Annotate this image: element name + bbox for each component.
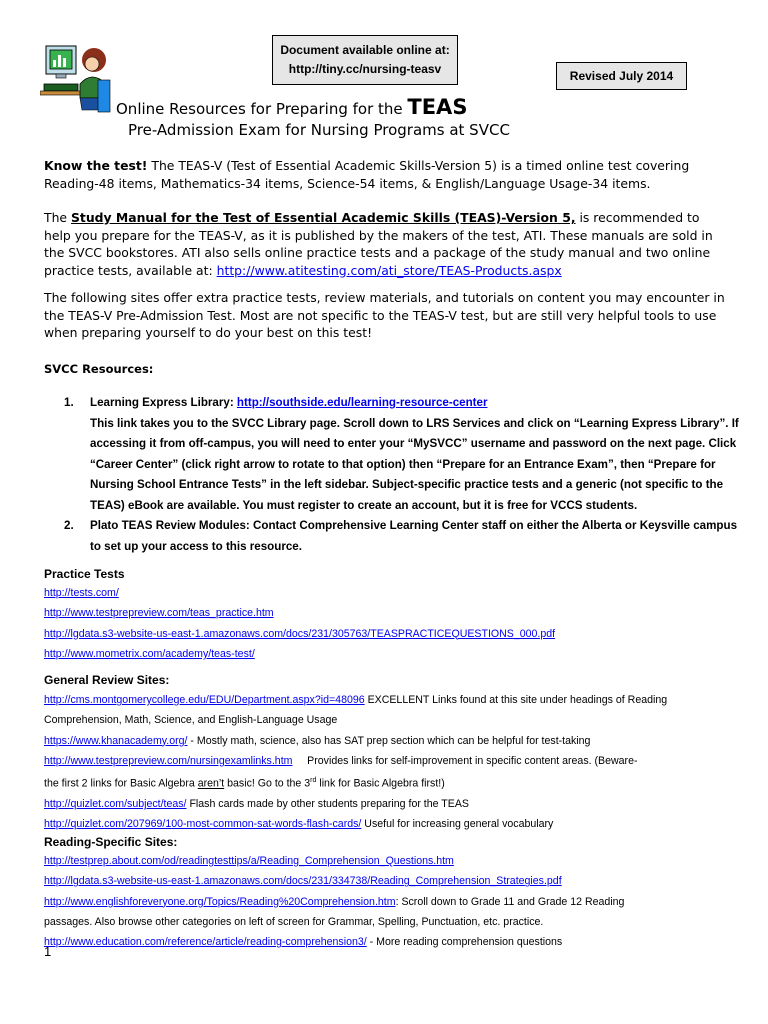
general-review-heading: General Review Sites: — [44, 673, 170, 687]
list-item-text: Plato TEAS Review Modules: Contact Comprehensive Learning Center staff on either the Alberta or Keysville campus to set up your access to this resource. — [90, 519, 738, 553]
know-the-test-label: Know the test! — [44, 158, 148, 173]
general-review-list — [44, 690, 744, 835]
student-computer-clipart — [40, 40, 116, 114]
montgomery-link[interactable]: http://cms.montgomerycollege.edu/EDU/Department.aspx?id=48096 — [44, 694, 365, 706]
englishforeveryone-desc: : Scroll down to Grade 11 and Grade 12 Reading — [395, 895, 625, 908]
page-title-teas: TEAS — [407, 95, 468, 119]
revised-date-box — [556, 62, 687, 90]
study-manual-text: is recommended to help you prepare for the TEAS-V, as it is published by the makers of the test, ATI. These manuals are sold in the SVCC bookstores. ATI also sells online practice tests and a package of the study manual and two online practice tests, available at: — [44, 210, 713, 278]
svcc-resources-heading: SVCC Resources: — [44, 362, 154, 376]
montgomery-desc-cont: Comprehension, Math, Science, and English-Language Usage — [44, 714, 338, 727]
list-item-label: Learning Express Library: — [90, 396, 237, 409]
practice-tests-heading: Practice Tests — [44, 567, 125, 581]
education-com-desc: - More reading comprehension questions — [366, 936, 563, 949]
reading-questions-link[interactable]: http://testprep.about.com/od/readingtesttips/a/Reading_Comprehension_Questions.htm — [44, 855, 454, 867]
reading-strategies-link[interactable]: http://lgdata.s3-website-us-east-1.amazonaws.com/docs/231/334738/Reading_Comprehension_Strategies.pdf — [44, 875, 562, 888]
practice-link[interactable]: http://tests.com/ — [44, 587, 119, 599]
englishforeveryone-link[interactable]: http://www.englishforeveryone.org/Topics/Reading%20Comprehension.htm — [44, 895, 396, 908]
khanacademy-link[interactable]: https://www.khanacademy.org/ — [44, 734, 188, 747]
page-title-prefix: Online Resources for Preparing for the — [116, 100, 408, 118]
page-title — [116, 95, 467, 119]
learning-resource-center-link[interactable]: http://southside.edu/learning-resource-center — [236, 396, 488, 409]
list-item-text: This link takes you to the SVCC Library page. Scroll down to LRS Services and click on “Learning Express Library”. If accessing it from off-campus, you will need to enter your “MySVCC” username and password on the next page. Click “Career Center” (click right arrow to rotate to that option) then “Prepare for an Entrance Exam”, then “Prepare for Nursing School Entrance Tests” in the left sidebar. Subject-specific practice tests and a generic (not specific to the TEAS) eBook are available. You must register to create an account, but it is free for VCCS students. — [90, 416, 739, 512]
list-item — [64, 516, 744, 557]
practice-link[interactable]: http://www.mometrix.com/academy/teas-test/ — [44, 647, 255, 660]
study-manual-title: Study Manual for the Test of Essential Academic Skills (TEAS)-Version 5, — [70, 210, 576, 225]
nursingexamlinks-desc: Provides links for self-improvement in specific content areas. (Beware- — [292, 754, 638, 767]
quizlet-teas-link[interactable]: http://quizlet.com/subject/teas/ — [44, 798, 187, 811]
practice-tests-list — [44, 583, 744, 664]
practice-link[interactable]: http://lgdata.s3-website-us-east-1.amazonaws.com/docs/231/305763/TEASPRACTICEQUESTIONS_000.pdf — [44, 627, 556, 640]
algebra-note-sup: rd — [310, 777, 317, 785]
study-manual-pre: The — [44, 210, 71, 225]
online-availability-box — [272, 35, 458, 85]
nursingexamlinks-link[interactable]: http://www.testprepreview.com/nursingexamlinks.htm — [44, 754, 293, 767]
englishforeveryone-desc-cont: passages. Also browse other categories on left of screen for Grammar, Spelling, Punctuation, etc. practice. — [44, 915, 544, 928]
montgomery-desc: EXCELLENT Links found at this site under headings of Reading — [364, 694, 668, 706]
algebra-note-a: the first 2 links for Basic Algebra — [44, 777, 198, 790]
ati-store-link[interactable]: http://www.atitesting.com/ati_store/TEAS-Products.aspx — [216, 262, 562, 278]
algebra-note-b: basic! Go to the 3 — [224, 777, 311, 790]
extra-sites-paragraph: The following sites offer extra practice tests, review materials, and tutorials on content you may encounter in the TEAS-V Pre-Admission Test. Most are not specific to the TEAS-V test, but are still very helpful tools to use when preparing yourself to do your best on this test! — [44, 290, 725, 341]
online-availability-url[interactable]: http://tiny.cc/nursing-teasv — [288, 62, 442, 76]
know-the-test-text: The TEAS-V (Test of Essential Academic Skills-Version 5) is a timed online test covering Reading-48 items, Mathematics-34 items, Science-54 items, & English/Language Usage-34 items. — [44, 158, 690, 191]
quizlet-teas-desc: Flash cards made by other students preparing for the TEAS — [186, 798, 469, 811]
quizlet-sat-words-desc: Useful for increasing general vocabulary — [361, 818, 554, 831]
algebra-note-c: link for Basic Algebra first!) — [316, 777, 445, 790]
know-the-test-paragraph — [44, 157, 730, 192]
practice-link[interactable]: http://www.testprepreview.com/teas_practice.htm — [44, 607, 274, 620]
reading-specific-heading: Reading-Specific Sites: — [44, 835, 178, 849]
algebra-note-arent: aren’t — [197, 777, 225, 790]
online-availability-label: Document available online at: — [280, 43, 450, 57]
education-com-link[interactable]: http://www.education.com/reference/article/reading-comprehension3/ — [44, 936, 367, 949]
study-manual-paragraph — [44, 209, 730, 279]
page-number: 1 — [44, 944, 52, 959]
list-item-number: 2. — [64, 519, 74, 532]
quizlet-sat-words-link[interactable]: http://quizlet.com/207969/100-most-common-sat-words-flash-cards/ — [44, 818, 362, 831]
list-item — [64, 393, 744, 516]
list-item-number: 1. — [64, 396, 74, 409]
reading-specific-list — [44, 851, 744, 952]
svcc-resources-list — [64, 393, 744, 557]
revised-date: Revised July 2014 — [569, 69, 674, 83]
khanacademy-desc: - Mostly math, science, also has SAT prep section which can be helpful for test-taking — [187, 734, 591, 747]
page-subtitle: Pre-Admission Exam for Nursing Programs at SVCC — [128, 121, 510, 139]
